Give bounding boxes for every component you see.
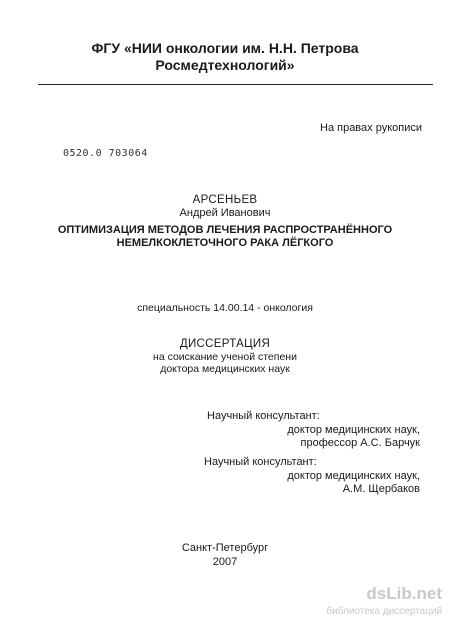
consultant-label: Научный консультант: bbox=[204, 456, 317, 468]
header-divider bbox=[38, 84, 433, 85]
dissertation-heading: ДИССЕРТАЦИЯ bbox=[179, 338, 271, 350]
consultant-rank: доктор медицинских наук, bbox=[287, 470, 420, 482]
organization-name-line2: Росмедтехнологий» bbox=[155, 57, 295, 73]
consultant-name: А.М. Щербаков bbox=[342, 483, 420, 495]
consultant-label: Научный консультант: bbox=[207, 410, 320, 422]
degree-purpose-line1: на соискание ученой степени bbox=[153, 351, 297, 363]
year: 2007 bbox=[212, 556, 238, 568]
author-given-names: Андрей Иванович bbox=[179, 207, 271, 219]
consultant-rank: доктор медицинских наук, bbox=[287, 424, 420, 436]
manuscript-note: На правах рукописи bbox=[320, 122, 422, 134]
watermark-subtitle: библиотека диссертаций bbox=[326, 606, 442, 617]
watermark-logo bbox=[366, 584, 442, 604]
archive-stamp: 0520.0 703064 bbox=[63, 148, 148, 159]
watermark-logo-tld: .net bbox=[411, 584, 442, 603]
specialty: специальность 14.00.14 - онкология bbox=[137, 302, 313, 314]
consultant-name: профессор А.С. Барчук bbox=[300, 437, 420, 449]
organization-name-line1: ФГУ «НИИ онкологии им. Н.Н. Петрова bbox=[91, 40, 359, 56]
author-surname: АРСЕНЬЕВ bbox=[192, 194, 258, 206]
watermark-logo-main: dsLib bbox=[366, 584, 412, 603]
thesis-title-line1: ОПТИМИЗАЦИЯ МЕТОДОВ ЛЕЧЕНИЯ РАСПРОСТРАНЁННОГО bbox=[57, 224, 393, 236]
degree-purpose-line2: доктора медицинских наук bbox=[160, 363, 290, 375]
city: Санкт-Петербург bbox=[181, 542, 269, 554]
thesis-title-line2: НЕМЕЛКОКЛЕТОЧНОГО РАКА ЛЁГКОГО bbox=[116, 237, 334, 249]
